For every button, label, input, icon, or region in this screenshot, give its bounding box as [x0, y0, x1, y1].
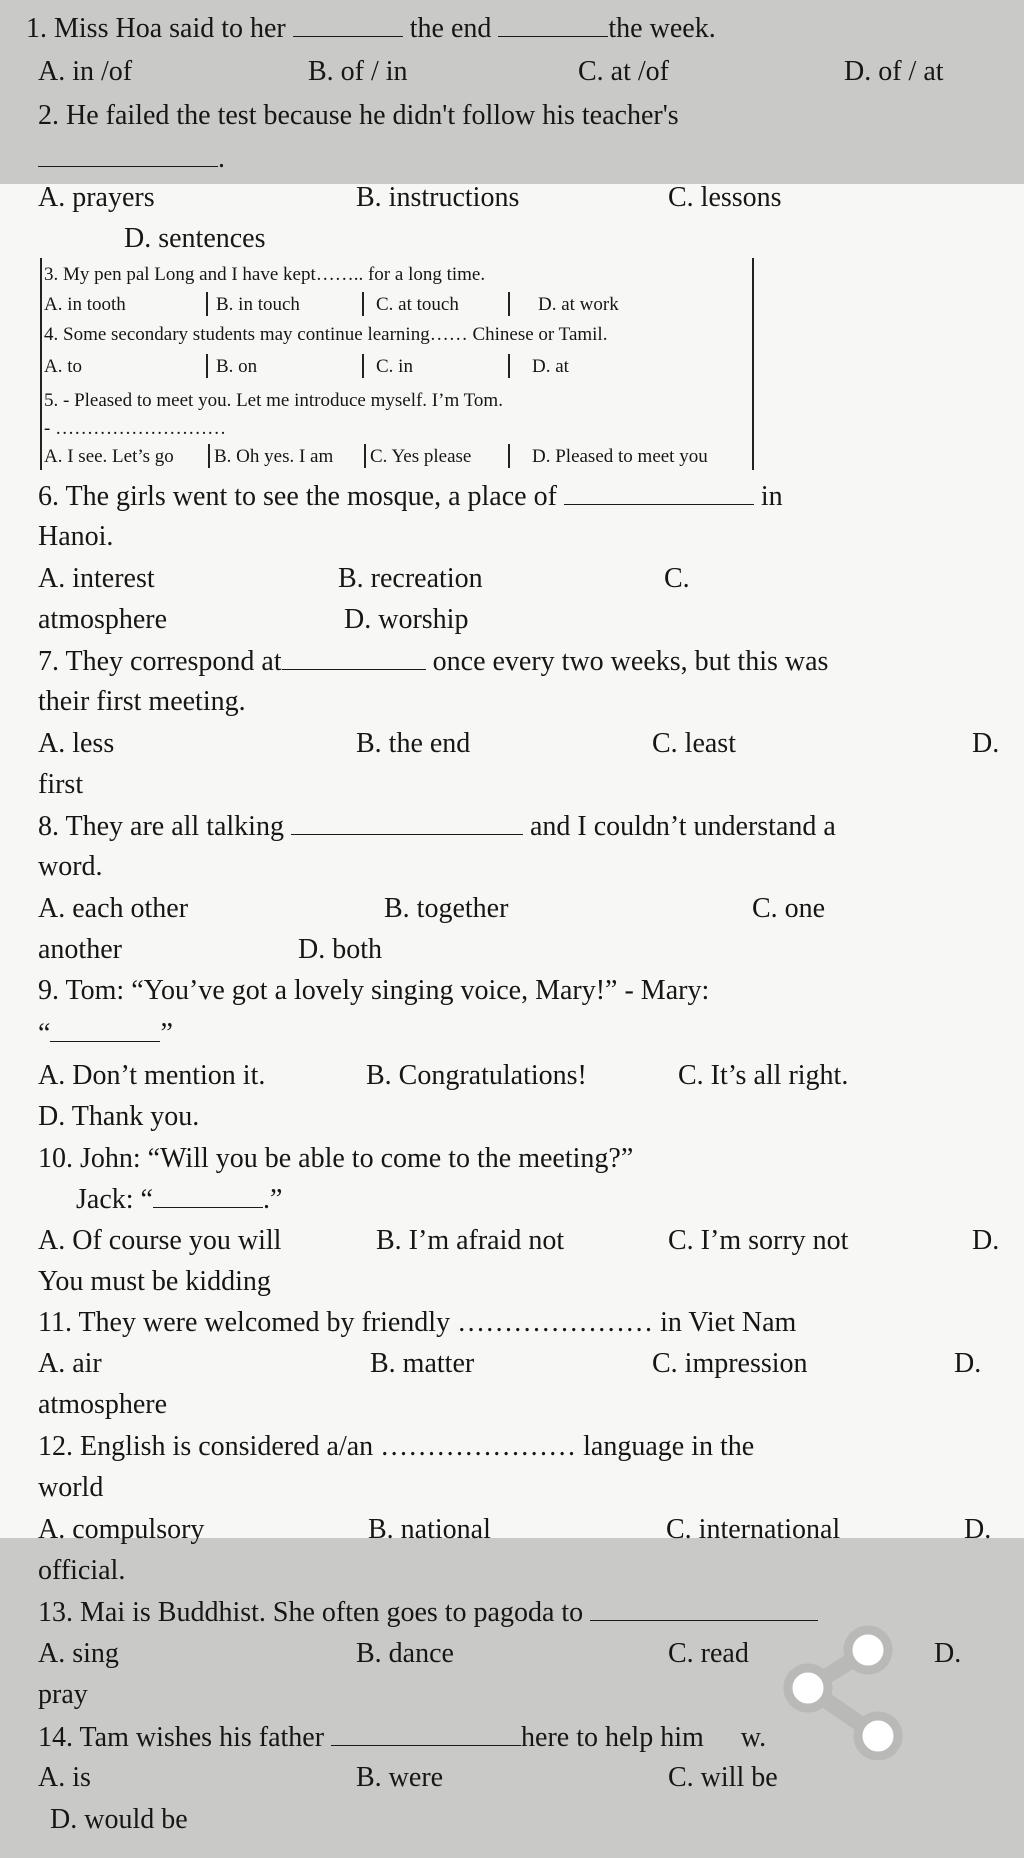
option-a[interactable]: A. in /of — [38, 56, 133, 87]
option-b[interactable]: B. recreation — [338, 563, 483, 594]
column-divider — [364, 444, 366, 468]
option-a[interactable]: A. prayers — [38, 182, 155, 213]
question-4-stem: 4. Some secondary students may continue learning…… Chinese or Tamil. — [44, 324, 608, 345]
column-divider — [206, 354, 208, 378]
option-c[interactable]: C. international — [666, 1514, 841, 1545]
option-b[interactable]: B. dance — [356, 1638, 454, 1669]
option-d[interactable]: D. both — [298, 934, 382, 965]
option-b[interactable]: B. national — [368, 1514, 491, 1545]
box-border-left — [40, 258, 42, 470]
share-node — [858, 1716, 898, 1756]
question-1-stem: 1. Miss Hoa said to her the end the week. — [26, 10, 716, 47]
option-a[interactable]: A. to — [44, 356, 82, 377]
option-d-cont: You must be kidding — [38, 1266, 271, 1297]
option-b[interactable]: B. in touch — [216, 294, 300, 315]
answer-blank[interactable] — [293, 10, 403, 37]
answer-blank[interactable] — [291, 808, 523, 835]
option-a[interactable]: A. compulsory — [38, 1514, 205, 1545]
question-8-stem-cont: word. — [38, 851, 103, 882]
option-d[interactable]: D. Pleased to meet you — [532, 446, 708, 467]
question-13-stem: 13. Mai is Buddhist. She often goes to pagoda to — [38, 1594, 818, 1631]
question-5-stem: 5. - Pleased to meet you. Let me introduce myself. I’m Tom. — [44, 390, 503, 411]
option-d[interactable]: D. of / at — [844, 56, 944, 87]
option-c[interactable]: C. It’s all right. — [678, 1060, 849, 1091]
column-divider — [362, 354, 364, 378]
question-10-reply: Jack: “ .” — [76, 1181, 282, 1218]
question-6-stem-cont: Hanoi. — [38, 521, 114, 552]
question-9-stem: 9. Tom: “You’ve got a lovely singing voice, Mary!” - Mary: — [38, 975, 710, 1006]
option-d[interactable]: D. at work — [538, 294, 619, 315]
option-c[interactable]: C. — [664, 563, 690, 594]
option-b[interactable]: B. were — [356, 1762, 444, 1793]
question-9-blank-line: “ ” — [38, 1015, 173, 1052]
column-divider — [208, 444, 210, 468]
option-a[interactable]: A. air — [38, 1348, 102, 1379]
column-divider — [206, 292, 208, 316]
share-node — [788, 1668, 828, 1708]
option-c[interactable]: C. Yes please — [370, 446, 472, 467]
option-d-cont: atmosphere — [38, 1389, 168, 1420]
column-divider — [508, 444, 510, 468]
option-a[interactable]: A. Of course you will — [38, 1225, 282, 1256]
option-b[interactable]: B. on — [216, 356, 258, 377]
option-d-cont: first — [38, 769, 84, 800]
option-d[interactable]: D. — [954, 1348, 982, 1379]
option-d[interactable]: D. — [972, 728, 1000, 759]
question-5-reply: - ……………………… — [44, 418, 227, 439]
answer-blank[interactable] — [38, 140, 218, 167]
column-divider — [508, 292, 510, 316]
option-d[interactable]: D. — [972, 1225, 1000, 1256]
answer-blank[interactable] — [590, 1594, 818, 1621]
option-d[interactable]: D. Thank you. — [38, 1101, 200, 1132]
option-d-cont: pray — [38, 1679, 88, 1710]
option-c[interactable]: C. read — [668, 1638, 749, 1669]
option-a[interactable]: A. sing — [38, 1638, 119, 1669]
option-d[interactable]: D. at — [532, 356, 569, 377]
option-c[interactable]: C. will be — [668, 1762, 778, 1793]
option-d[interactable]: D. sentences — [124, 223, 266, 254]
column-divider — [508, 354, 510, 378]
option-c-cont: atmosphere — [38, 604, 168, 635]
option-d[interactable]: D. worship — [344, 604, 469, 635]
share-icon[interactable] — [776, 1620, 906, 1760]
question-14-stem: 14. Tam wishes his father here to help him w. — [38, 1719, 766, 1756]
option-c[interactable]: C. in — [376, 356, 413, 377]
question-2-blank-line: . — [38, 140, 225, 177]
option-d[interactable]: D. would be — [50, 1804, 188, 1835]
option-c[interactable]: C. least — [652, 728, 736, 759]
option-c[interactable]: C. I’m sorry not — [668, 1225, 849, 1256]
share-node — [848, 1630, 888, 1670]
answer-blank[interactable] — [498, 10, 608, 37]
option-a[interactable]: A. interest — [38, 563, 155, 594]
option-d-cont: official. — [38, 1555, 126, 1586]
option-b[interactable]: B. matter — [370, 1348, 475, 1379]
question-8-stem: 8. They are all talking and I couldn’t understand a — [38, 808, 836, 845]
question-2-stem: 2. He failed the test because he didn't follow his teacher's — [38, 100, 679, 131]
question-7-stem-cont: their first meeting. — [38, 686, 246, 717]
option-b[interactable]: B. Oh yes. I am — [214, 446, 334, 467]
option-c[interactable]: C. at touch — [376, 294, 459, 315]
option-a[interactable]: A. each other — [38, 893, 189, 924]
option-b[interactable]: B. I’m afraid not — [376, 1225, 565, 1256]
option-a[interactable]: A. Don’t mention it. — [38, 1060, 266, 1091]
option-a[interactable]: A. less — [38, 728, 115, 759]
option-a[interactable]: A. I see. Let’s go — [44, 446, 174, 467]
option-b[interactable]: B. of / in — [308, 56, 408, 87]
answer-blank[interactable] — [564, 478, 754, 505]
question-6-stem: 6. The girls went to see the mosque, a place of in — [38, 478, 783, 515]
option-b[interactable]: B. Congratulations! — [366, 1060, 587, 1091]
question-10-stem: 10. John: “Will you be able to come to the meeting?” — [38, 1143, 634, 1174]
question-7-stem: 7. They correspond at once every two weeks, but this was — [38, 643, 828, 680]
option-a[interactable]: A. is — [38, 1762, 91, 1793]
answer-blank[interactable] — [50, 1015, 160, 1042]
option-d[interactable]: D. — [964, 1514, 992, 1545]
option-b[interactable]: B. together — [384, 893, 509, 924]
question-3-stem: 3. My pen pal Long and I have kept…….. for a long time. — [44, 264, 486, 285]
column-divider — [362, 292, 364, 316]
option-c[interactable]: C. one — [752, 893, 826, 924]
question-11-stem: 11. They were welcomed by friendly ………………… in Viet Nam — [38, 1307, 797, 1338]
question-12-stem-cont: world — [38, 1472, 104, 1503]
answer-blank[interactable] — [331, 1719, 521, 1746]
option-b[interactable]: B. the end — [356, 728, 471, 759]
option-d[interactable]: D. — [934, 1638, 962, 1669]
option-c[interactable]: C. impression — [652, 1348, 808, 1379]
answer-blank[interactable] — [282, 643, 426, 670]
option-c[interactable]: C. lessons — [668, 182, 782, 213]
option-b[interactable]: B. instructions — [356, 182, 520, 213]
option-a[interactable]: A. in tooth — [44, 294, 126, 315]
question-12-stem: 12. English is considered a/an ………………… language in the — [38, 1431, 755, 1462]
option-c[interactable]: C. at /of — [578, 56, 669, 87]
answer-blank[interactable] — [153, 1181, 263, 1208]
box-border-right — [752, 258, 754, 470]
option-c-cont: another — [38, 934, 122, 965]
